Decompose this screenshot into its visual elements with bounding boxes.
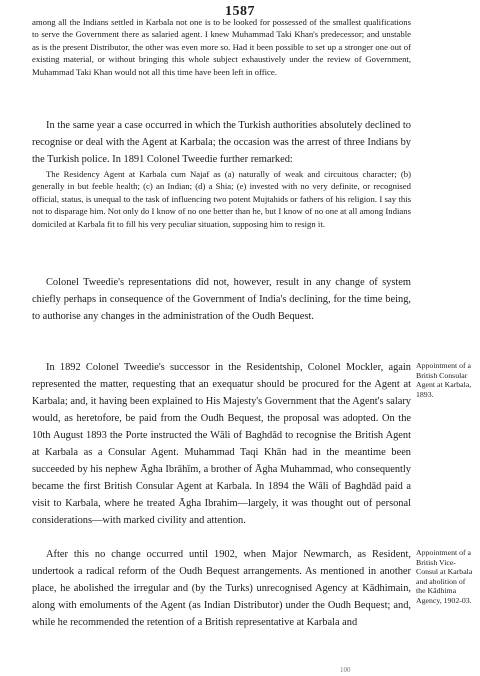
page-number: 1587 (225, 4, 255, 19)
paragraph-consular-agent: In 1892 Colonel Tweedie's successor in the Residentship, Colonel Mockler, again represented the matter, requesting that an exequatur should be procured for the Agent at Karbala; and, it having been explained to His Majesty's Government that the Agent's salary would, as heretofore, be paid from the Oudh Bequest, the proposal was adopted. On the 10th August 1893 the Porte instructed the Wāli of Baghdād to recognise the British Agent at Karbala as a Consular Agent. Muhammad Taqi Khān had in the meantime been succeeded by his nephew Āgha Ibrāhīm, a brother of Āgha Muhammad, who consequently became the first British Consular Agent at Karbala. In 1894 the Wāli of Baghdād paid a visit to Karbala, where he treated Āgha Ibrahim—largely, it was thought out of personal considerations—with marked civility and attention. (32, 362, 411, 526)
margin-note-consular-agent: Appointment of a British Consular Agent at Karbala, 1893. (416, 361, 472, 399)
paragraph-representations: Colonel Tweedie's representations did not, however, result in any change of system chiefly perhaps in consequence of the Government of India's declining, for the time being, to authorise any changes in the administration of the Oudh Bequest. (32, 277, 411, 322)
paragraph-continuation: among all the Indians settled in Karbala not one is to be looked for possessed of the smallest qualifications to serve the Government there as salaried agent. I knew Muhammad Taki Khan's predecessor; and unstable as is the present Distributor, the other was even more so. Had it been possible to set up a stronger one out of existing material, or without bringing this whole subject exhaustively under the review of Government, Muhammad Taki Khan would not all this time have been left in office. (32, 17, 411, 77)
margin-note-vice-consul: Appointment of a British Vice-Consul at Karbala and abolition of the Kādhima Agency, 1902-03. (416, 548, 473, 605)
quotation-tweedie: The Residency Agent at Karbala cum Najaf as (a) naturally of weak and circuitous character; (b) generally in but feeble health; (c) an Indian; (d) a Shia; (e) invested with no very definite, or recognised official, status, is unequal to the task of influencing two potent Mujtahids or fathers of his religion. I say this not to disparage him. Not only do I know of no one better than he, but I know of no one at all among Indians domiciled at Karbala fit to fill his very peculiar situation, supposing him to resign it. (32, 169, 411, 229)
paragraph-turkish-authorities: In the same year a case occurred in which the Turkish authorities absolutely declined to recognise or deal with the Agent at Karbala; the occasion was the arrest of three Indians by the Turkish police. In 1891 Colonel Tweedie further remarked: (32, 120, 411, 165)
footer-page-fragment: 100 (340, 666, 351, 674)
paragraph-newmarch-reform: After this no change occurred until 1902, when Major Newmarch, as Resident, undertook a radical reform of the Oudh Bequest arrangements. As mentioned in another place, he abolished the irregular and (by the Turks) unrecognised Agency at Kādhimain, along with emoluments of the Agent (as Indian Distributor) under the Oudh Bequest; and, while he recommended the retention of a British representative at Karbala and (32, 549, 411, 628)
